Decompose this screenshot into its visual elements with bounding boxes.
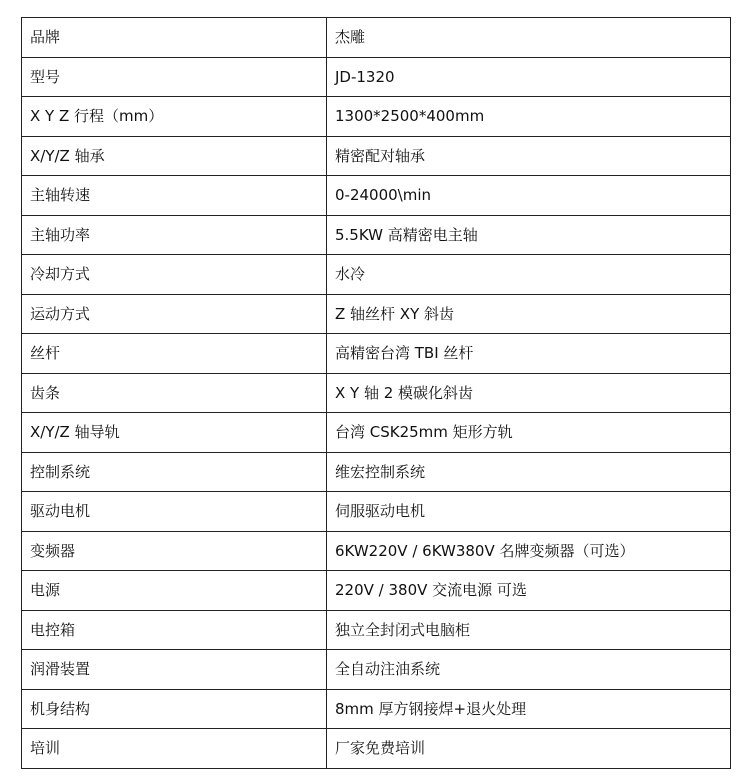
table-row xyxy=(22,294,731,334)
table-row xyxy=(22,18,731,58)
spec-label: 主轴转速 xyxy=(22,176,327,216)
spec-value: 220V / 380V 交流电源 可选 xyxy=(327,571,731,611)
table-row xyxy=(22,136,731,176)
spec-label: 丝杆 xyxy=(22,334,327,374)
table-row xyxy=(22,531,731,571)
spec-value: X Y 轴 2 模碳化斜齿 xyxy=(327,373,731,413)
table-row xyxy=(22,413,731,453)
table-row xyxy=(22,176,731,216)
spec-label: 型号 xyxy=(22,57,327,97)
spec-value: 1300*2500*400mm xyxy=(327,97,731,137)
spec-label: X/Y/Z 轴承 xyxy=(22,136,327,176)
spec-label: 润滑装置 xyxy=(22,650,327,690)
spec-value: 水冷 xyxy=(327,255,731,295)
spec-label: 机身结构 xyxy=(22,689,327,729)
table-row xyxy=(22,610,731,650)
spec-label: 品牌 xyxy=(22,18,327,58)
spec-label: 主轴功率 xyxy=(22,215,327,255)
spec-table xyxy=(21,17,731,769)
table-row xyxy=(22,571,731,611)
spec-value: 伺服驱动电机 xyxy=(327,492,731,532)
spec-label: X Y Z 行程（mm） xyxy=(22,97,327,137)
spec-value: 全自动注油系统 xyxy=(327,650,731,690)
spec-value: 杰雕 xyxy=(327,18,731,58)
spec-value: JD-1320 xyxy=(327,57,731,97)
spec-label: X/Y/Z 轴导轨 xyxy=(22,413,327,453)
spec-value: 厂家免费培训 xyxy=(327,729,731,769)
spec-label: 电控箱 xyxy=(22,610,327,650)
spec-label: 培训 xyxy=(22,729,327,769)
spec-value: Z 轴丝杆 XY 斜齿 xyxy=(327,294,731,334)
spec-value: 维宏控制系统 xyxy=(327,452,731,492)
spec-value: 0-24000\min xyxy=(327,176,731,216)
spec-value: 5.5KW 高精密电主轴 xyxy=(327,215,731,255)
table-row xyxy=(22,452,731,492)
spec-label: 控制系统 xyxy=(22,452,327,492)
spec-label: 电源 xyxy=(22,571,327,611)
table-row xyxy=(22,334,731,374)
spec-label: 齿条 xyxy=(22,373,327,413)
spec-label: 运动方式 xyxy=(22,294,327,334)
spec-label: 冷却方式 xyxy=(22,255,327,295)
table-row xyxy=(22,97,731,137)
table-row xyxy=(22,650,731,690)
table-row xyxy=(22,729,731,769)
spec-table-body xyxy=(22,18,731,769)
spec-value: 独立全封闭式电脑柜 xyxy=(327,610,731,650)
spec-value: 8mm 厚方钢接焊+退火处理 xyxy=(327,689,731,729)
table-row xyxy=(22,689,731,729)
spec-value: 高精密台湾 TBI 丝杆 xyxy=(327,334,731,374)
spec-label: 变频器 xyxy=(22,531,327,571)
spec-value: 精密配对轴承 xyxy=(327,136,731,176)
table-row xyxy=(22,255,731,295)
spec-value: 台湾 CSK25mm 矩形方轨 xyxy=(327,413,731,453)
table-row xyxy=(22,57,731,97)
spec-label: 驱动电机 xyxy=(22,492,327,532)
table-row xyxy=(22,492,731,532)
spec-value: 6KW220V / 6KW380V 名牌变频器（可选） xyxy=(327,531,731,571)
table-row xyxy=(22,215,731,255)
table-row xyxy=(22,373,731,413)
